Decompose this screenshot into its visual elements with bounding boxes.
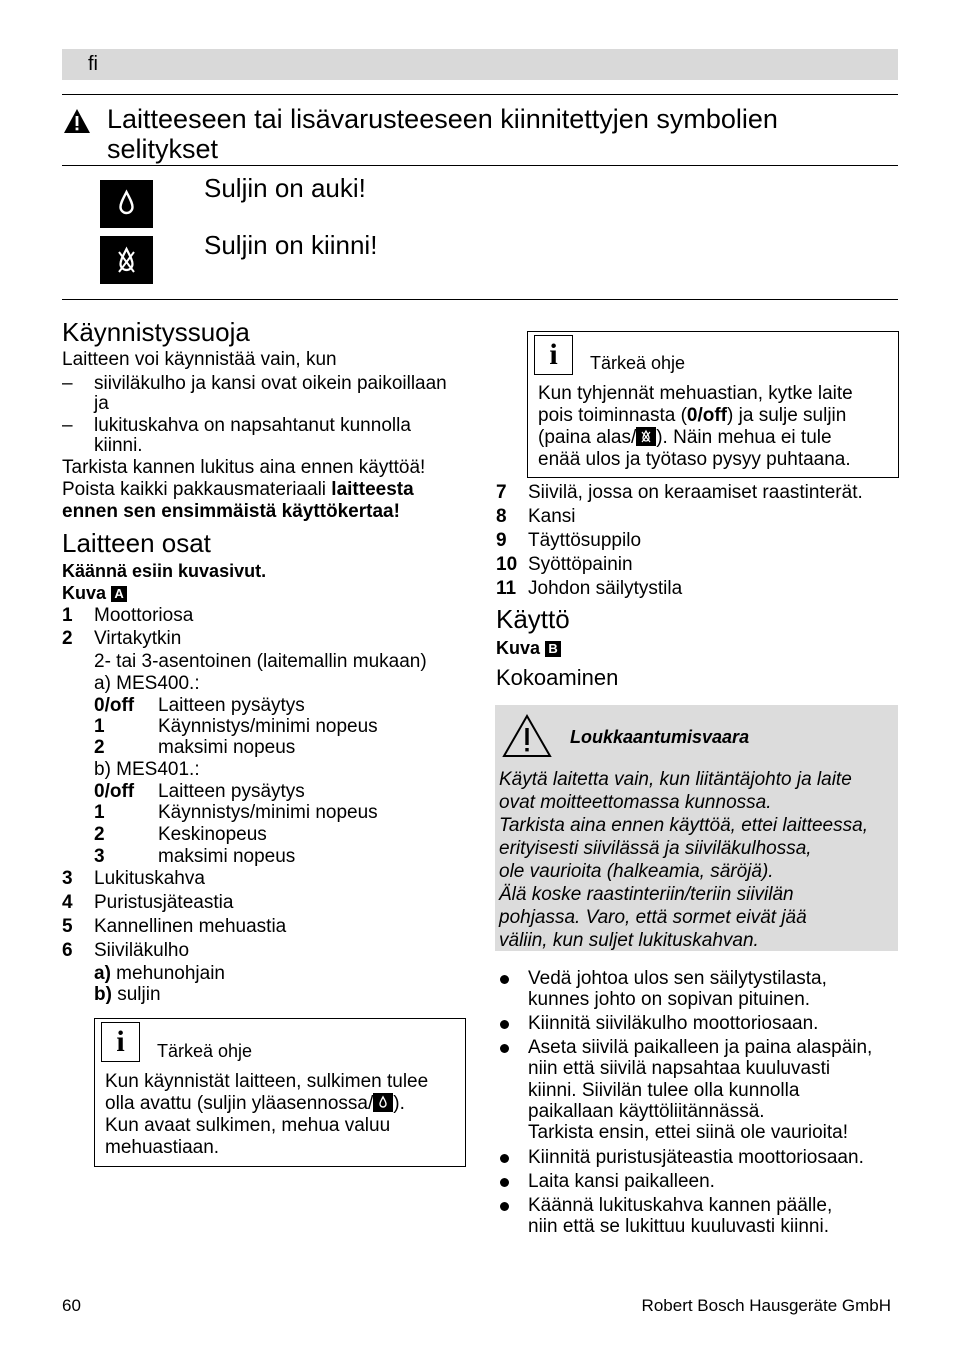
- bullet-icon: [500, 1020, 509, 1029]
- divider: [62, 165, 898, 166]
- note-title: Tärkeä ohje: [590, 353, 686, 373]
- warning-text: Käytä laitetta vain, kun liitäntäjohto ja laite ovat moitteettomassa kunnossa. Tarkista aina ennen käyttöä, ettei laitteessa, erityisesti siivilässä ja siiviläkulhossa, ole vaurioita (halkeamia, säröjä). Älä koske raastinteriin/teriin siivilän pohjassa. Varo, että sormet eivät jää väliin, kun suljet lukituskahvan.: [499, 769, 868, 951]
- figure-letter-badge: A: [111, 586, 127, 602]
- kaynnistyssuoja-intro: Laitteen voi käynnistää vain, kun: [62, 349, 337, 370]
- shutter-closed-icon: [100, 236, 153, 284]
- warning-icon: [501, 713, 553, 759]
- figure-ref: Kuva B: [496, 637, 561, 659]
- bullet-icon: [500, 1202, 509, 1211]
- important-note-box: [94, 1018, 466, 1167]
- language-bar: [62, 49, 898, 80]
- bullet-icon: [500, 1044, 509, 1053]
- page-number: 60: [62, 1296, 81, 1315]
- kaytto-heading: Käyttö: [496, 604, 570, 634]
- sub-part-row: b) suljin: [94, 984, 161, 1005]
- note-text: Kun käynnistät laitteen, sulkimen tulee olla avattu (suljin yläasennossa/ ). Kun avaat sulkimen, mehua valuu mehuastiaan.: [105, 1071, 429, 1158]
- symbols-section-title: Laitteeseen tai lisävarusteeseen kiinnitettyjen symbolien selitykset: [107, 104, 778, 164]
- shutter-closed-icon: [636, 427, 656, 446]
- figure-ref: Kuva A: [62, 582, 127, 604]
- divider: [62, 94, 898, 95]
- bullet-icon: [500, 975, 509, 984]
- model-a-label: a) MES400.:: [94, 673, 200, 694]
- sub-part-row: a) mehunohjain: [94, 963, 225, 984]
- warning-icon: [62, 107, 92, 135]
- remove-packaging-text-2: ennen sen ensimmäistä käyttökertaa!: [62, 501, 400, 522]
- shutter-open-icon: [373, 1093, 393, 1112]
- kaynnistyssuoja-heading: Käynnistyssuoja: [62, 317, 250, 347]
- laitteen-osat-heading: Laitteen osat: [62, 528, 211, 558]
- shutter-open-label: Suljin on auki!: [204, 173, 366, 203]
- note-title: Tärkeä ohje: [157, 1041, 253, 1061]
- lock-check-text: Tarkista kannen lukitus aina ennen käyttöä!: [62, 457, 426, 478]
- model-b-label: b) MES401.:: [94, 759, 200, 780]
- switch-description: 2- tai 3-asentoinen (laitemallin mukaan): [94, 651, 427, 672]
- kokoaminen-heading: Kokoaminen: [496, 665, 619, 690]
- figure-letter-badge: B: [545, 641, 561, 657]
- divider: [62, 299, 898, 300]
- remove-packaging-text: Poista kaikki pakkausmateriaali laitteesta: [62, 479, 414, 500]
- injury-warning-box: [495, 705, 898, 951]
- bullet-icon: [500, 1154, 509, 1163]
- company-name: Robert Bosch Hausgeräte GmbH: [641, 1296, 891, 1315]
- note-text: Kun tyhjennät mehuastian, kytke laite pois toiminnasta (0/off) ja sulje suljin (paina alas/ ). Näin mehua ei tule enää ulos ja työtaso pysyy puhtaana.: [538, 383, 853, 470]
- fold-out-instruction: Käännä esiin kuvasivut.: [62, 561, 267, 581]
- important-note-box: [527, 331, 899, 478]
- bullet-icon: [500, 1178, 509, 1187]
- shutter-closed-label: Suljin on kiinni!: [204, 230, 378, 260]
- language-code: fi: [88, 53, 98, 75]
- shutter-open-icon: [100, 180, 153, 228]
- info-icon: i: [101, 1022, 140, 1062]
- info-icon: i: [534, 335, 573, 375]
- warning-title: Loukkaantumisvaara: [570, 727, 750, 747]
